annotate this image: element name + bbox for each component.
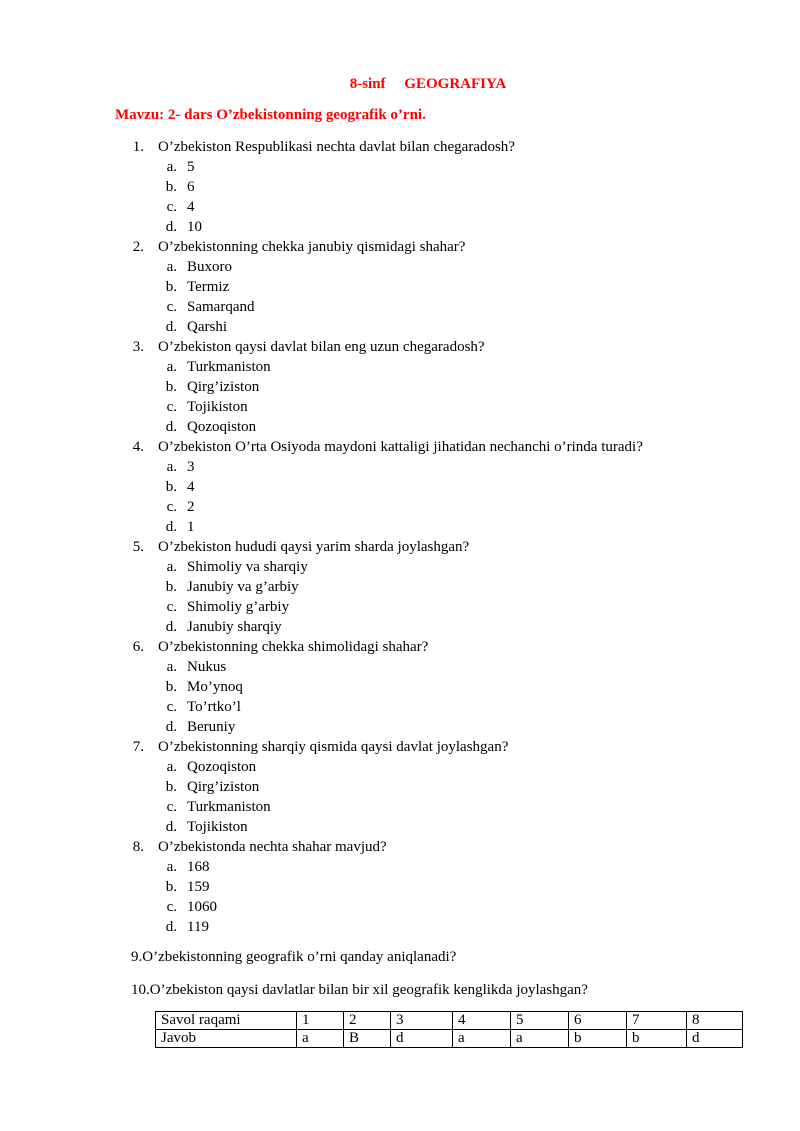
option-letter: c. (166, 699, 177, 715)
table-cell: 5 (511, 1012, 569, 1030)
table-row-question-numbers (156, 1012, 743, 1030)
option-letter: a. (166, 759, 177, 775)
answer-option (0, 677, 800, 697)
table-cell: 8 (687, 1012, 743, 1030)
option-letter: b. (165, 379, 177, 395)
answer-option (0, 757, 800, 777)
option-letter: d. (165, 219, 177, 235)
question-number: 7. (132, 739, 144, 755)
option-letter: a. (166, 359, 177, 375)
option-letter: a. (166, 159, 177, 175)
option-letter: c. (166, 899, 177, 915)
option-text: 4 (187, 199, 195, 215)
answer-option (0, 777, 800, 797)
table-cell: d (391, 1030, 453, 1048)
question-list (0, 137, 800, 937)
answer-option (0, 217, 800, 237)
option-text: 168 (187, 859, 210, 875)
option-letter: c. (166, 199, 177, 215)
answer-option (0, 517, 800, 537)
option-text: Qozoqiston (187, 759, 257, 775)
option-text: Qarshi (187, 319, 227, 335)
table-cell: 1 (297, 1012, 344, 1030)
answer-option (0, 197, 800, 217)
option-letter: c. (166, 399, 177, 415)
question-text: O’zbekistonning chekka shimolidagi shahar? (158, 639, 429, 655)
option-text: Samarqand (187, 299, 255, 315)
question-number: 3. (132, 339, 144, 355)
answer-option (0, 717, 800, 737)
question-number: 2. (132, 239, 144, 255)
answer-option (0, 257, 800, 277)
open-question-10: 10.O’zbekiston qaysi davlatlar bilan bir xil geografik kenglikda joylashgan? (131, 982, 588, 998)
option-text: Janubiy sharqiy (187, 619, 282, 635)
answer-option (0, 177, 800, 197)
option-text: Termiz (187, 279, 230, 295)
question-item (0, 737, 800, 757)
option-letter: d. (165, 419, 177, 435)
option-letter: d. (165, 719, 177, 735)
option-text: Janubiy va g’arbiy (187, 579, 299, 595)
table-cell: b (569, 1030, 627, 1048)
option-letter: b. (165, 579, 177, 595)
option-text: Tojikiston (187, 399, 248, 415)
option-text: Shimoliy g’arbiy (187, 599, 290, 615)
option-letter: c. (166, 499, 177, 515)
question-number: 5. (132, 539, 144, 555)
option-text: Buxoro (187, 259, 232, 275)
option-text: Shimoliy va sharqiy (187, 559, 308, 575)
answer-option (0, 897, 800, 917)
option-text: 159 (187, 879, 210, 895)
option-text: Turkmaniston (187, 799, 271, 815)
option-text: 3 (187, 459, 195, 475)
answer-option (0, 817, 800, 837)
option-text: Qirg’iziston (187, 379, 260, 395)
option-letter: a. (166, 859, 177, 875)
table-cell: Javob (156, 1030, 297, 1048)
option-text: Qirg’iziston (187, 779, 260, 795)
option-text: 119 (187, 919, 209, 935)
option-letter: a. (166, 459, 177, 475)
option-letter: d. (165, 319, 177, 335)
answer-option (0, 357, 800, 377)
answer-option (0, 457, 800, 477)
option-letter: b. (165, 179, 177, 195)
table-cell: B (344, 1030, 391, 1048)
table-cell: a (297, 1030, 344, 1048)
option-letter: c. (166, 599, 177, 615)
table-cell: d (687, 1030, 743, 1048)
option-letter: d. (165, 519, 177, 535)
question-item (0, 337, 800, 357)
question-text: O’zbekistonning sharqiy qismida qaysi davlat joylashgan? (158, 739, 509, 755)
answer-option (0, 797, 800, 817)
answer-option (0, 377, 800, 397)
table-cell: a (453, 1030, 511, 1048)
question-text: O’zbekiston hududi qaysi yarim sharda joylashgan? (158, 539, 470, 555)
answer-key-table (155, 1011, 743, 1048)
option-text: Tojikiston (187, 819, 248, 835)
option-letter: c. (166, 799, 177, 815)
page-title: 8-sinf GEOGRAFIYA (349, 76, 507, 92)
table-cell: 6 (569, 1012, 627, 1030)
option-letter: b. (165, 479, 177, 495)
answer-option (0, 477, 800, 497)
question-number: 4. (132, 439, 144, 455)
option-letter: b. (165, 679, 177, 695)
option-text: Beruniy (187, 719, 236, 735)
answer-option (0, 557, 800, 577)
answer-option (0, 657, 800, 677)
question-item (0, 837, 800, 857)
question-text: O’zbekiston O’rta Osiyoda maydoni kattaligi jihatidan nechanchi o’rinda turadi? (158, 439, 643, 455)
open-question-9: 9.O’zbekistonning geografik o’rni qanday aniqlanadi? (131, 949, 457, 965)
option-letter: c. (166, 299, 177, 315)
option-text: Mo’ynoq (187, 679, 243, 695)
option-text: Qozoqiston (187, 419, 257, 435)
question-number: 6. (132, 639, 144, 655)
option-letter: b. (165, 279, 177, 295)
question-text: O’zbekiston Respublikasi nechta davlat bilan chegaradosh? (158, 139, 515, 155)
option-text: 10 (187, 219, 202, 235)
option-letter: d. (165, 919, 177, 935)
question-item (0, 537, 800, 557)
answer-option (0, 857, 800, 877)
answer-option (0, 917, 800, 937)
question-text: O’zbekistonning chekka janubiy qismidagi shahar? (158, 239, 466, 255)
answer-option (0, 597, 800, 617)
answer-option (0, 617, 800, 637)
question-item (0, 637, 800, 657)
option-letter: a. (166, 659, 177, 675)
table-cell: 3 (391, 1012, 453, 1030)
option-text: Turkmaniston (187, 359, 271, 375)
option-letter: a. (166, 259, 177, 275)
answer-option (0, 497, 800, 517)
table-cell: 2 (344, 1012, 391, 1030)
option-text: To’rtko’l (187, 699, 241, 715)
option-letter: d. (165, 619, 177, 635)
answer-option (0, 297, 800, 317)
table-cell: Savol raqami (156, 1012, 297, 1030)
answer-option (0, 277, 800, 297)
answer-option (0, 157, 800, 177)
answer-option (0, 877, 800, 897)
question-item (0, 237, 800, 257)
table-cell: 7 (627, 1012, 687, 1030)
question-text: O’zbekistonda nechta shahar mavjud? (158, 839, 387, 855)
option-letter: d. (165, 819, 177, 835)
answer-option (0, 697, 800, 717)
option-text: 1060 (187, 899, 217, 915)
option-text: 2 (187, 499, 195, 515)
table-cell: a (511, 1030, 569, 1048)
answer-option (0, 577, 800, 597)
question-number: 1. (132, 139, 144, 155)
option-text: 4 (187, 479, 195, 495)
option-text: 6 (187, 179, 195, 195)
question-item (0, 437, 800, 457)
lesson-topic: Mavzu: 2- dars O’zbekistonning geografik o’rni. (115, 107, 426, 123)
option-letter: b. (165, 879, 177, 895)
answer-option (0, 397, 800, 417)
table-cell: b (627, 1030, 687, 1048)
table-row-answers (156, 1030, 743, 1048)
question-item (0, 137, 800, 157)
option-text: 1 (187, 519, 195, 535)
option-letter: b. (165, 779, 177, 795)
option-letter: a. (166, 559, 177, 575)
table-cell: 4 (453, 1012, 511, 1030)
question-text: O’zbekiston qaysi davlat bilan eng uzun chegaradosh? (158, 339, 485, 355)
question-number: 8. (132, 839, 144, 855)
answer-option (0, 417, 800, 437)
option-text: 5 (187, 159, 195, 175)
answer-option (0, 317, 800, 337)
option-text: Nukus (187, 659, 227, 675)
